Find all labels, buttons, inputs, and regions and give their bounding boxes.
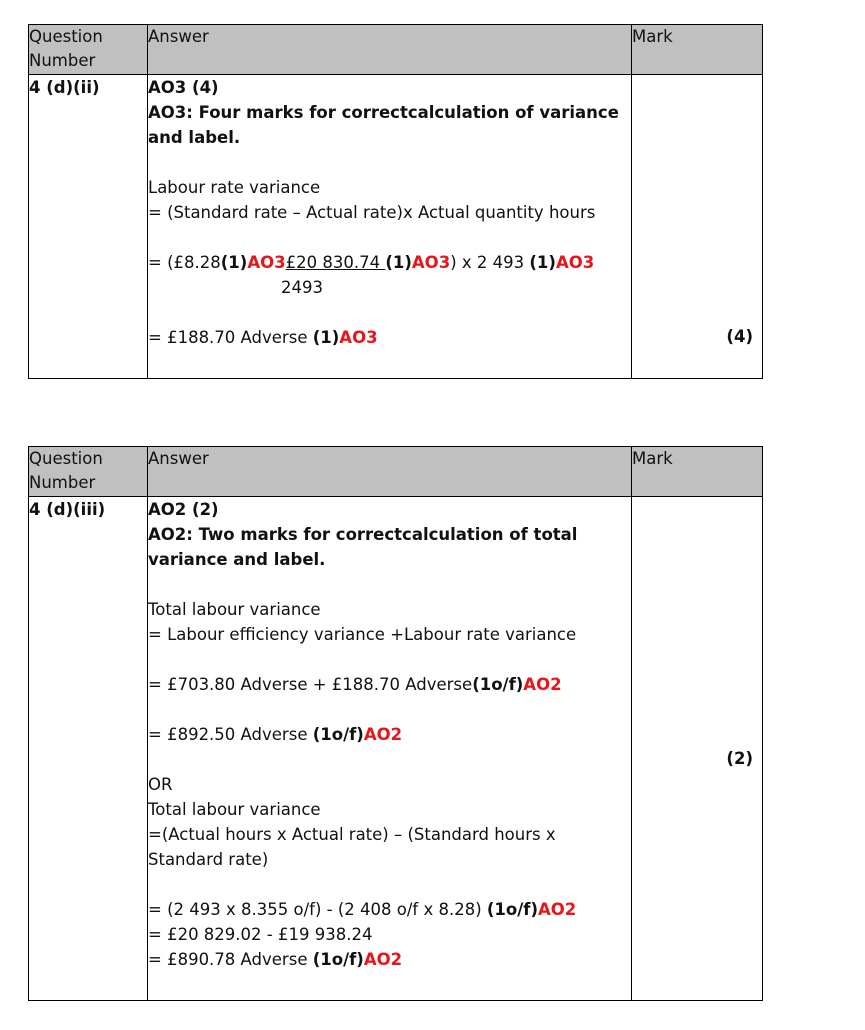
ao-heading: AO3 (4) <box>148 78 219 97</box>
alt-calculation-line: = (2 493 x 8.355 o/f) - (2 408 o/f x 8.28) (1o/f)AO2 <box>148 900 577 919</box>
ao-description: AO3: Four marks for correctcalculation of variance and label. <box>148 103 619 147</box>
question-number: 4 (d)(iii) <box>29 497 148 1001</box>
alt-title: Total labour variance <box>148 800 321 819</box>
header-answer: Answer <box>148 447 632 497</box>
header-question-number: Question Number <box>29 25 148 75</box>
header-mark: Mark <box>632 447 763 497</box>
mark-cell <box>632 497 763 1001</box>
ao-description: AO2: Two marks for correctcalculation of total variance and label. <box>148 525 578 569</box>
answer-line-formula: = (Standard rate – Actual rate)x Actual quantity hours <box>148 203 596 222</box>
alt-calculation-line: = £20 829.02 - £19 938.24 <box>148 925 373 944</box>
result-line: = £188.70 Adverse (1)AO3 <box>148 328 378 347</box>
answer-cell <box>148 75 632 379</box>
ao-heading: AO2 (2) <box>148 500 219 519</box>
mark-value: (2) <box>726 749 753 768</box>
table-header-row <box>29 25 763 75</box>
table-header-row <box>29 447 763 497</box>
calculation-line: = (£8.28(1)AO3£20 830.74 (1)AO3) x 2 493 (1)AO3 <box>148 253 595 272</box>
fraction-denominator: 2493 <box>281 278 323 297</box>
answer-line-title: Total labour variance <box>148 600 321 619</box>
table-row <box>29 497 763 1001</box>
mark-scheme-table-4dii <box>28 24 763 379</box>
header-answer: Answer <box>148 25 632 75</box>
answer-line-formula: = Labour efficiency variance +Labour rate variance <box>148 625 577 644</box>
alt-result-line: = £890.78 Adverse (1o/f)AO2 <box>148 950 403 969</box>
answer-line-title: Labour rate variance <box>148 178 321 197</box>
result-line: = £892.50 Adverse (1o/f)AO2 <box>148 725 403 744</box>
answer-cell <box>148 497 632 1001</box>
question-number: 4 (d)(ii) <box>29 75 148 379</box>
or-label: OR <box>148 775 173 794</box>
table-row <box>29 75 763 379</box>
mark-value: (4) <box>726 327 753 346</box>
mark-cell <box>632 75 763 379</box>
fraction-numerator: £20 830.74 <box>285 253 386 272</box>
mark-scheme-table-4diii <box>28 446 763 1001</box>
calculation-line: = £703.80 Adverse + £188.70 Adverse(1o/f)AO2 <box>148 675 562 694</box>
alt-formula: =(Actual hours x Actual rate) – (Standard hours x Standard rate) <box>148 825 556 869</box>
header-question-number: Question Number <box>29 447 148 497</box>
header-mark: Mark <box>632 25 763 75</box>
